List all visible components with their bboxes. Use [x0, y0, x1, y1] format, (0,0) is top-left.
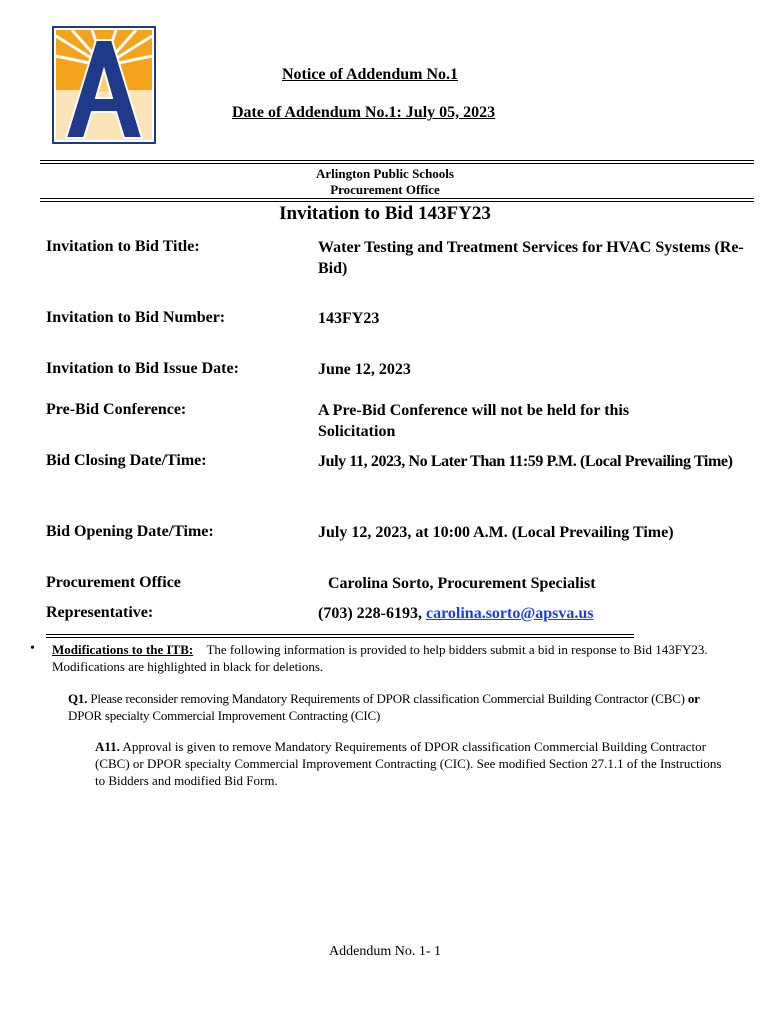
divider-bottom-2 [46, 637, 634, 638]
org-office: Procurement Office [330, 182, 440, 197]
field-label-issue-date: Invitation to Bid Issue Date: [46, 360, 239, 377]
field-label-opening: Bid Opening Date/Time: [46, 523, 214, 540]
field-value-prebid: A Pre-Bid Conference will not be held for this Solicitation [318, 402, 630, 440]
bullet-icon: • [30, 641, 35, 656]
answer-paragraph [95, 738, 728, 789]
itb-title: Invitation to Bid 143FY23 [279, 203, 491, 224]
divider-bottom [46, 634, 634, 635]
rep-phone: (703) 228-6193, [318, 605, 426, 622]
divider-top [40, 160, 754, 161]
field-value-title: Water Testing and Treatment Services for HVAC Systems (Re-Bid) [318, 239, 744, 277]
question-tag: Q1. [68, 691, 88, 706]
school-logo [52, 26, 156, 144]
field-label-closing: Bid Closing Date/Time: [46, 452, 207, 469]
rep-email-link[interactable]: carolina.sorto@apsva.us [425, 605, 594, 622]
field-label-prebid: Pre-Bid Conference: [46, 401, 187, 418]
field-label-representative: Representative: [46, 604, 154, 621]
answer-text: Approval is given to remove Mandatory Requirements of DPOR classification Commercial Building Contractor (CBC) or DPOR specialty Commercial Improvement Contracting (CIC). See modified Section 27.1.1 of the Instructions to Bidders and modified Bid Form. [95, 739, 722, 788]
field-value-number: 143FY23 [318, 310, 380, 327]
field-value-opening: July 12, 2023, at 10:00 A.M. (Local Prevailing Time) [318, 524, 674, 541]
page-footer: Addendum No. 1- 1 [329, 944, 441, 959]
divider-mid [40, 198, 754, 199]
notice-title: Notice of Addendum No.1 [282, 66, 459, 83]
field-value-office: Carolina Sorto, Procurement Specialist [328, 575, 596, 592]
answer-tag: A11. [95, 739, 120, 754]
modifications-paragraph [52, 641, 728, 675]
question-text-or: or [687, 691, 700, 706]
divider-mid-2 [40, 201, 754, 202]
org-name: Arlington Public Schools [316, 166, 454, 181]
addendum-date: Date of Addendum No.1: July 05, 2023 [232, 104, 496, 121]
field-value-closing: July 11, 2023, No Later Than 11:59 P.M. (Local Prevailing Time) [318, 453, 733, 470]
question-paragraph [68, 690, 728, 724]
divider-top-2 [40, 163, 754, 164]
field-value-representative [318, 603, 758, 624]
modifications-intro: The following information is provided to help bidders submit a bid in response to Bid 143FY23. Modifications are highlighted in black for deletions. [52, 642, 708, 674]
question-text-a: Please reconsider removing Mandatory Requirements of DPOR classification Commercial Building Contractor (CBC) [90, 691, 688, 706]
field-label-title: Invitation to Bid Title: [46, 238, 200, 255]
question-text-b: DPOR specialty Commercial Improvement Contracting (CIC) [68, 708, 381, 723]
modifications-heading: Modifications to the ITB: [52, 642, 194, 657]
field-value-issue-date: June 12, 2023 [318, 361, 411, 378]
field-label-number: Invitation to Bid Number: [46, 309, 226, 326]
field-label-office: Procurement Office [46, 574, 181, 591]
